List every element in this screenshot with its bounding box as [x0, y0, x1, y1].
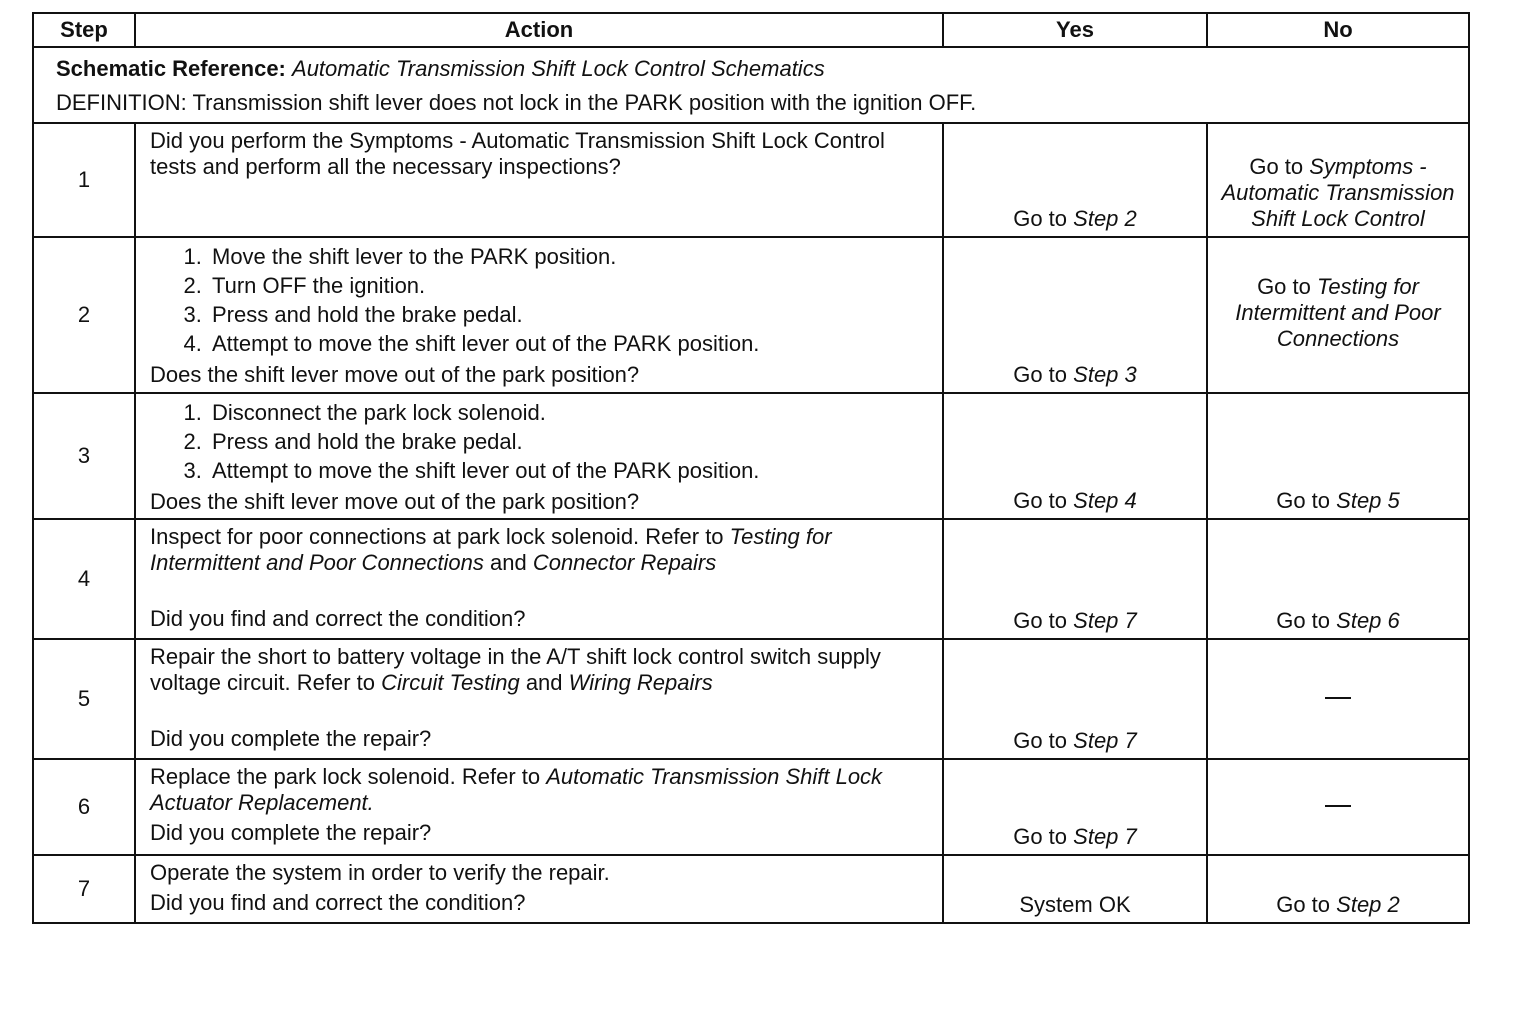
no-cell[interactable]	[1207, 519, 1469, 639]
action-text: Did you perform the Symptoms - Automatic Transmission Shift Lock Control tests and perform all the necessary inspections?	[150, 128, 885, 179]
action-cell	[135, 237, 943, 393]
no-cell[interactable]	[1207, 237, 1469, 393]
yes-link[interactable]: Step 7	[1073, 608, 1137, 633]
no-link[interactable]: Symptoms - Automatic Transmission Shift Lock Control	[1221, 154, 1455, 231]
no-link[interactable]: Step 2	[1336, 892, 1400, 917]
action-text	[150, 644, 936, 696]
dash-mark	[1325, 697, 1351, 699]
action-sentence: Inspect for poor connections at park lock solenoid. Refer to	[150, 524, 724, 549]
header-yes: Yes	[943, 13, 1207, 47]
step-number: 4	[33, 519, 135, 639]
yes-link[interactable]: Step 7	[1073, 728, 1137, 753]
yes-prefix: Go to	[1013, 824, 1068, 849]
step-number: 2	[33, 237, 135, 393]
action-text	[150, 764, 936, 816]
dash-mark	[1325, 805, 1351, 807]
instruction-list	[150, 242, 936, 358]
no-link[interactable]: Step 6	[1336, 608, 1400, 633]
yes-cell[interactable]	[943, 519, 1207, 639]
yes-result: System OK	[1019, 892, 1131, 917]
action-cell	[135, 855, 943, 923]
yes-link[interactable]: Step 4	[1073, 488, 1137, 513]
yes-cell	[943, 855, 1207, 923]
list-item: 2. Turn OFF the ignition.	[208, 271, 936, 300]
instruction-list	[150, 398, 936, 485]
step-number: 1	[33, 123, 135, 237]
action-text	[150, 524, 936, 576]
yes-prefix: Go to	[1013, 362, 1068, 387]
yes-prefix: Go to	[1013, 608, 1068, 633]
yes-prefix: Go to	[1013, 206, 1068, 231]
yes-prefix: Go to	[1013, 488, 1068, 513]
question: Does the shift lever move out of the park position?	[150, 489, 640, 514]
and-word: and	[489, 550, 527, 575]
question: Did you complete the repair?	[150, 726, 432, 751]
list-item: 2. Press and hold the brake pedal.	[208, 427, 936, 456]
reference-link[interactable]: Connector Repairs	[532, 550, 717, 575]
no-link[interactable]: Step 5	[1336, 488, 1400, 513]
table-row	[33, 759, 1469, 855]
no-cell[interactable]	[1207, 393, 1469, 519]
action-cell	[135, 123, 943, 237]
table-row	[33, 639, 1469, 759]
action-sentence: Replace the park lock solenoid. Refer to	[150, 764, 541, 789]
no-prefix: Go to	[1249, 154, 1304, 179]
action-sentence: Repair the short to battery voltage in the A/T shift lock control switch supply voltage circuit. Refer to	[150, 644, 881, 695]
header-no: No	[1207, 13, 1469, 47]
yes-link[interactable]: Step 7	[1073, 824, 1137, 849]
reference-link[interactable]: Testing for Intermittent and Poor Connections	[150, 524, 832, 575]
no-link[interactable]: Testing for Intermittent and Poor Connections	[1235, 274, 1441, 351]
action-cell	[135, 519, 943, 639]
header-step: Step	[33, 13, 135, 47]
question: Did you find and correct the condition?	[150, 890, 526, 915]
table-row	[33, 237, 1469, 393]
yes-cell[interactable]	[943, 123, 1207, 237]
list-item: 1. Disconnect the park lock solenoid.	[208, 398, 936, 427]
schematic-reference	[56, 52, 1468, 86]
question: Did you complete the repair?	[150, 820, 432, 845]
action-cell	[135, 759, 943, 855]
header-action: Action	[135, 13, 943, 47]
step-number: 3	[33, 393, 135, 519]
list-item: 3. Press and hold the brake pedal.	[208, 300, 936, 329]
schematic-link[interactable]: Automatic Transmission Shift Lock Control Schematics	[292, 56, 825, 81]
schematic-label: Schematic Reference:	[56, 56, 286, 81]
no-cell	[1207, 639, 1469, 759]
no-prefix: Go to	[1257, 274, 1311, 299]
table-row	[33, 393, 1469, 519]
table-row	[33, 855, 1469, 923]
question: Does the shift lever move out of the park position?	[150, 362, 640, 387]
diagnostic-table	[32, 12, 1470, 924]
step-number: 5	[33, 639, 135, 759]
list-item: 4. Attempt to move the shift lever out of the PARK position.	[208, 329, 936, 358]
yes-cell[interactable]	[943, 393, 1207, 519]
yes-link[interactable]: Step 2	[1073, 206, 1137, 231]
reference-link[interactable]: Automatic Transmission Shift Lock Actuator Replacement.	[150, 764, 883, 815]
yes-cell[interactable]	[943, 639, 1207, 759]
list-item: 3. Attempt to move the shift lever out of the PARK position.	[208, 456, 936, 485]
reference-row	[33, 47, 1469, 123]
no-cell[interactable]	[1207, 123, 1469, 237]
and-word: and	[525, 670, 563, 695]
action-cell	[135, 393, 943, 519]
header-row	[33, 13, 1469, 47]
yes-link[interactable]: Step 3	[1073, 362, 1137, 387]
yes-cell[interactable]	[943, 237, 1207, 393]
table-row	[33, 519, 1469, 639]
table-row	[33, 123, 1469, 237]
no-cell	[1207, 759, 1469, 855]
reference-link[interactable]: Wiring Repairs	[568, 670, 713, 695]
no-cell[interactable]	[1207, 855, 1469, 923]
step-number: 7	[33, 855, 135, 923]
no-prefix: Go to	[1276, 488, 1331, 513]
no-prefix: Go to	[1276, 892, 1331, 917]
definition: DEFINITION: Transmission shift lever does not lock in the PARK position with the ignition OFF.	[56, 90, 977, 115]
list-item: 1. Move the shift lever to the PARK position.	[208, 242, 936, 271]
step-number: 6	[33, 759, 135, 855]
action-cell	[135, 639, 943, 759]
reference-link[interactable]: Circuit Testing	[381, 670, 520, 695]
action-text: Operate the system in order to verify the repair.	[150, 860, 610, 885]
yes-cell[interactable]	[943, 759, 1207, 855]
question: Did you find and correct the condition?	[150, 606, 526, 631]
yes-prefix: Go to	[1013, 728, 1068, 753]
no-prefix: Go to	[1276, 608, 1331, 633]
